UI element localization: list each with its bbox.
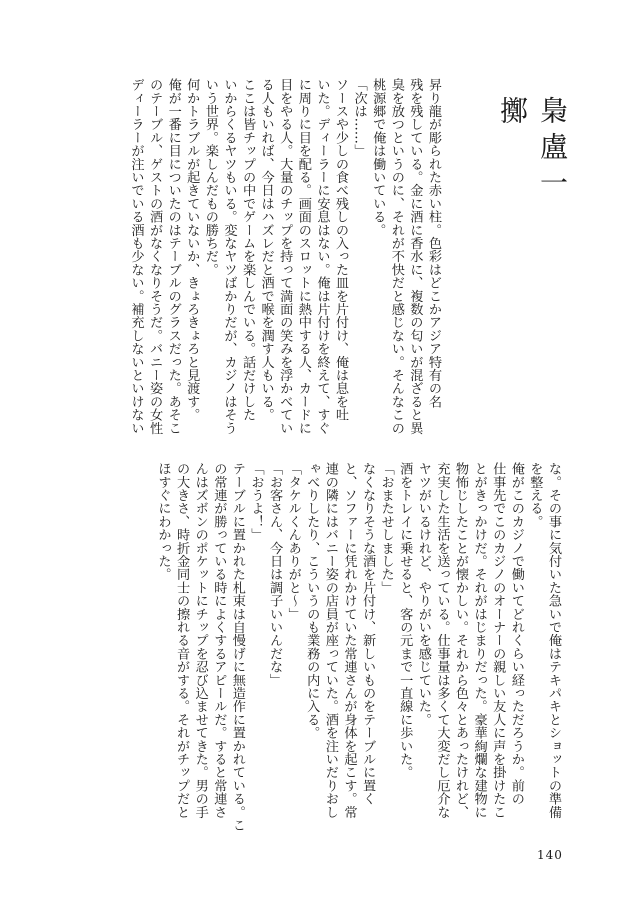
lower-text-line: と、ソファーに凭れかけていた常連さんが身体を起こす。常 bbox=[341, 462, 357, 819]
upper-text-line: 何かトラブルが起きていないか、きょろきょろと見渡す。 bbox=[184, 78, 200, 422]
chapter-title: 梟盧一擲 bbox=[496, 96, 569, 204]
lower-text-line: 酒をトレイに乗せると、客の元まで一直線に歩いた。 bbox=[397, 462, 413, 779]
upper-text-line: 俺が一番に目についたのはテーブルのグラスだった。あそこ bbox=[165, 78, 181, 435]
lower-text-line: 「タケルくんありがと～」 bbox=[285, 462, 301, 621]
upper-text-line: る人もいれば、今日はハズレだと酒で喉を潤す人もいる。 bbox=[258, 78, 274, 422]
lower-text-line: んはズボンのポケットにチップを忍び込ませてきた。男の手 bbox=[192, 462, 208, 819]
page-number: 140 bbox=[537, 848, 563, 862]
lower-text-line: 物怖じしたことが懐かしい。それから色々とあったけれど、 bbox=[453, 462, 469, 819]
upper-text-line: のテーブル、ゲストの酒がなくなりそうだ。バニー姿の女性 bbox=[147, 78, 163, 435]
lower-text-line: な。その事に気付いた急いで俺はテキパキとショットの準備 bbox=[546, 462, 561, 819]
upper-text-line: ここは皆チップの中でゲームを楽しんでいる。話だけした bbox=[240, 78, 256, 422]
upper-text-line: いた。ディーラーに安息はない。俺は片付けを終えて、すぐ bbox=[314, 78, 330, 435]
upper-text-line: に周りに目を配る。画面のスロットに熱中する人、カードに bbox=[295, 78, 311, 435]
lower-text-line: 仕事先でこのカジノのオーナーの親しい友人に声を掛けたこ bbox=[490, 462, 506, 819]
upper-text-line: いからくるヤツもいる。変なヤツばかりだが、カジノはそう bbox=[221, 78, 237, 435]
lower-text-line: ヤツがいるけれど、やりがいを感じていた。 bbox=[415, 462, 431, 726]
lower-text-line: 連の隣にはバニー姿の店員が座っていた。酒を注いだりおし bbox=[322, 462, 338, 819]
upper-text-line: 臭を放つというのに、それが不快だと感じない。そんなこの bbox=[388, 78, 404, 435]
text-block-upper bbox=[128, 78, 442, 440]
lower-text-line: とがきっかけだ。それがはじまりだった。豪華絢爛な建物に bbox=[471, 462, 487, 819]
upper-text-line: 残を残している。金に酒に香水に、複数の匂いが混ざると異 bbox=[407, 78, 423, 435]
upper-text-line: いう世界。楽しんだもの勝ちだ。 bbox=[202, 78, 218, 276]
upper-text-line: 「次は……」 bbox=[351, 78, 367, 158]
lower-text-line: の大きさ、時折金同士の擦れる音がする。それがチップだと bbox=[174, 462, 190, 819]
lower-text-line: 「おまたせしました」 bbox=[378, 462, 394, 594]
lower-text-line: 「お客さん、今日は調子いいんだな」 bbox=[267, 462, 283, 687]
upper-text-line: ソースや少しの食べ残しの入った皿を片付け、俺は息を吐 bbox=[333, 78, 349, 422]
text-block-lower bbox=[136, 462, 562, 830]
upper-text-line: ディーラーが注いでいる酒も少ない。補充しないといけない bbox=[128, 78, 144, 435]
lower-text-line: 俺がこのカジノで働いてどれくらい経っただろうか。前の bbox=[508, 462, 524, 806]
lower-text-line: なくなりそうな酒を片付け、新しいものをテーブルに置く bbox=[360, 462, 376, 806]
upper-text-line: 昇り龍が彫られた赤い柱。色彩はどこかアジア特有の名 bbox=[426, 78, 441, 408]
lower-text-line: 充実した生活を送っている。仕事量は多くて大変だし厄介な bbox=[434, 462, 450, 819]
lower-text-line: 「おうよ！」 bbox=[248, 462, 264, 542]
lower-text-line: テーブルに置かれた札束は自慢げに無造作に置かれている。こ bbox=[229, 462, 245, 832]
upper-text-line: 目をやる人。大量のチップを持って満面の笑みを浮かべてい bbox=[277, 78, 293, 435]
lower-text-line: を整える。 bbox=[527, 462, 543, 528]
lower-text-line: ゃべりしたり、こういうのも業務の内に入る。 bbox=[304, 462, 320, 740]
lower-text-line: の常連が勝っている時によくするアピールだ。すると常連さ bbox=[211, 462, 227, 819]
upper-text-line: 桃源郷で俺は働いている。 bbox=[370, 78, 386, 237]
lower-text-line: ほすぐにわかった。 bbox=[155, 462, 171, 581]
